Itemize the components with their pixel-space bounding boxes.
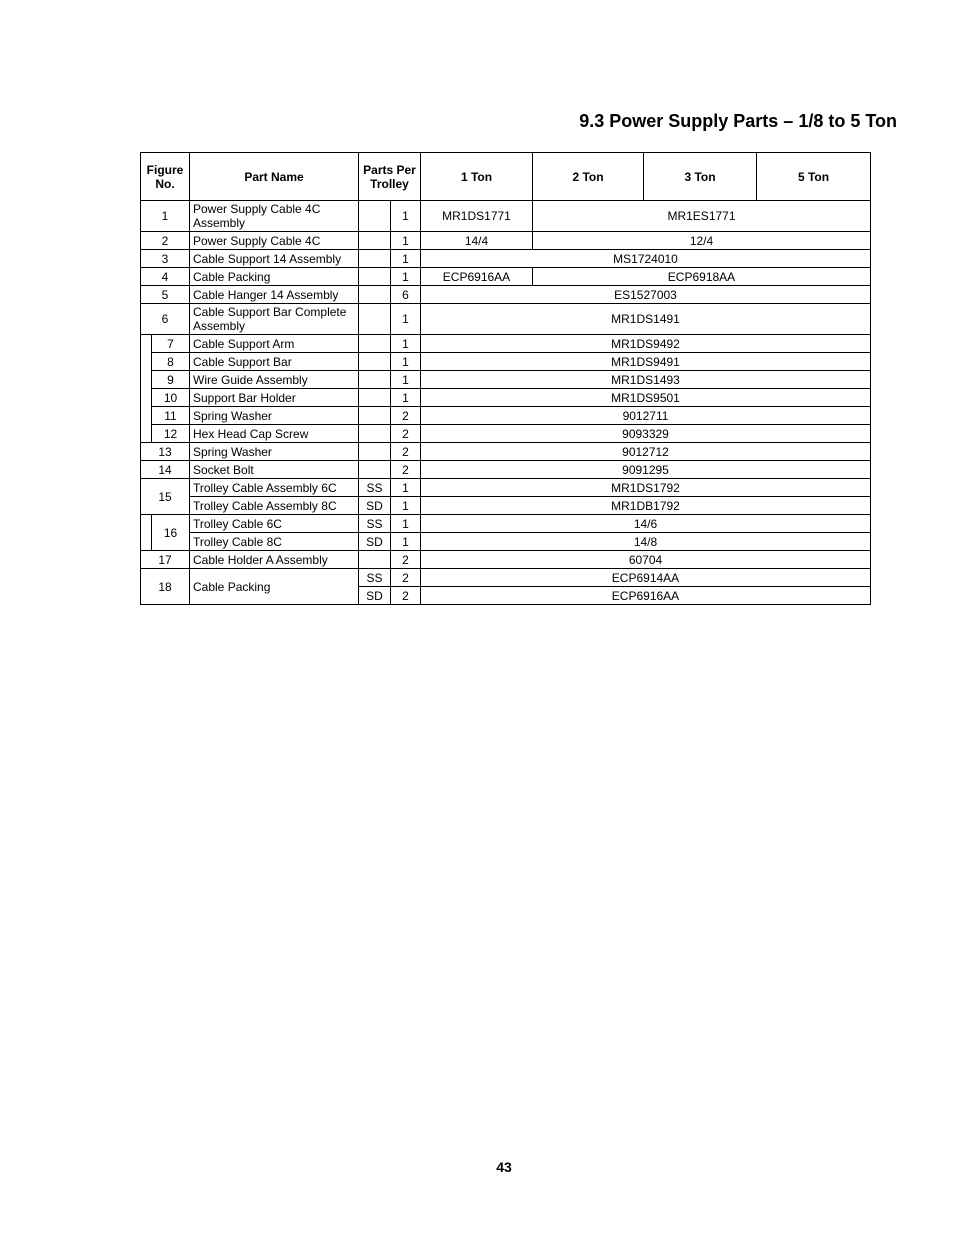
part-number-all: MR1DS1493	[421, 371, 871, 389]
part-number-all: MR1DS1491	[421, 304, 871, 335]
type-cell	[359, 353, 391, 371]
qty-cell: 1	[391, 201, 421, 232]
figure-no: 4	[141, 268, 190, 286]
type-cell: SD	[359, 587, 391, 605]
part-name: Spring Washer	[190, 407, 359, 425]
qty-cell: 1	[391, 232, 421, 250]
type-cell	[359, 286, 391, 304]
qty-cell: 2	[391, 407, 421, 425]
table-row	[141, 461, 871, 479]
type-cell	[359, 443, 391, 461]
table-row	[141, 335, 871, 353]
type-cell	[359, 425, 391, 443]
qty-cell: 2	[391, 461, 421, 479]
qty-cell: 1	[391, 479, 421, 497]
part-name: Spring Washer	[190, 443, 359, 461]
type-cell	[359, 201, 391, 232]
part-name: Wire Guide Assembly	[190, 371, 359, 389]
part-number-1-ton: ECP6916AA	[421, 268, 533, 286]
figure-no: 16	[152, 515, 190, 551]
qty-cell: 1	[391, 371, 421, 389]
part-name: Cable Support 14 Assembly	[190, 250, 359, 268]
qty-cell: 2	[391, 425, 421, 443]
type-cell	[359, 304, 391, 335]
figure-no: 14	[141, 461, 190, 479]
figure-no: 3	[141, 250, 190, 268]
part-number-all: MR1DS9501	[421, 389, 871, 407]
figure-no: 6	[141, 304, 190, 335]
type-cell	[359, 232, 391, 250]
indent-spacer	[141, 515, 152, 551]
header-1-ton: 1 Ton	[421, 153, 533, 201]
table-row	[141, 479, 871, 497]
part-name: Trolley Cable Assembly 6C	[190, 479, 359, 497]
table-row	[141, 353, 871, 371]
figure-no: 1	[141, 201, 190, 232]
type-cell: SS	[359, 515, 391, 533]
table-row	[141, 389, 871, 407]
type-cell: SS	[359, 569, 391, 587]
section-title: 9.3 Power Supply Parts – 1/8 to 5 Ton	[579, 111, 897, 131]
indent-spacer	[141, 335, 152, 443]
table-row	[141, 569, 871, 587]
type-cell: SD	[359, 533, 391, 551]
part-number-all: 14/6	[421, 515, 871, 533]
table-row	[141, 551, 871, 569]
figure-no: 9	[152, 371, 190, 389]
qty-cell: 1	[391, 304, 421, 335]
type-cell	[359, 335, 391, 353]
table-row	[141, 371, 871, 389]
header-5-ton: 5 Ton	[757, 153, 871, 201]
part-number-all: 14/8	[421, 533, 871, 551]
type-cell	[359, 389, 391, 407]
part-name: Trolley Cable 6C	[190, 515, 359, 533]
qty-cell: 2	[391, 569, 421, 587]
part-number-all: MR1DS9492	[421, 335, 871, 353]
qty-cell: 1	[391, 497, 421, 515]
figure-no: 11	[152, 407, 190, 425]
qty-cell: 2	[391, 443, 421, 461]
type-cell: SD	[359, 497, 391, 515]
table-row	[141, 201, 871, 232]
header-part-name: Part Name	[190, 153, 359, 201]
part-number-2-5-ton: MR1ES1771	[533, 201, 871, 232]
table-row	[141, 268, 871, 286]
part-name: Cable Hanger 14 Assembly	[190, 286, 359, 304]
part-name: Power Supply Cable 4C	[190, 232, 359, 250]
part-number-all: 9093329	[421, 425, 871, 443]
part-name: Trolley Cable Assembly 8C	[190, 497, 359, 515]
part-number-all: MR1DB1792	[421, 497, 871, 515]
figure-no: 13	[141, 443, 190, 461]
type-cell	[359, 371, 391, 389]
table-row	[141, 425, 871, 443]
type-cell	[359, 268, 391, 286]
type-cell	[359, 250, 391, 268]
qty-cell: 1	[391, 335, 421, 353]
part-number-all: MR1DS1792	[421, 479, 871, 497]
part-number-all: MR1DS9491	[421, 353, 871, 371]
header-3-ton: 3 Ton	[644, 153, 757, 201]
figure-no: 12	[152, 425, 190, 443]
part-name: Cable Packing	[190, 569, 359, 605]
table-row	[141, 250, 871, 268]
qty-cell: 1	[391, 268, 421, 286]
table-row	[141, 304, 871, 335]
part-number-all: 60704	[421, 551, 871, 569]
figure-no: 10	[152, 389, 190, 407]
part-number-1-ton: 14/4	[421, 232, 533, 250]
part-name: Socket Bolt	[190, 461, 359, 479]
parts-table	[140, 152, 871, 605]
part-number-all: ES1527003	[421, 286, 871, 304]
type-cell	[359, 461, 391, 479]
part-number-all: ECP6914AA	[421, 569, 871, 587]
figure-no: 7	[152, 335, 190, 353]
header-2-ton: 2 Ton	[533, 153, 644, 201]
figure-no: 2	[141, 232, 190, 250]
figure-no: 8	[152, 353, 190, 371]
table-row	[141, 232, 871, 250]
part-name: Cable Support Arm	[190, 335, 359, 353]
page-number: 43	[496, 1159, 512, 1175]
figure-no: 17	[141, 551, 190, 569]
part-number-all: 9091295	[421, 461, 871, 479]
figure-no: 5	[141, 286, 190, 304]
qty-cell: 1	[391, 250, 421, 268]
qty-cell: 1	[391, 533, 421, 551]
qty-cell: 1	[391, 353, 421, 371]
type-cell	[359, 407, 391, 425]
header-figure-no: Figure No.	[141, 153, 190, 201]
part-number-all: ECP6916AA	[421, 587, 871, 605]
part-name: Cable Holder A Assembly	[190, 551, 359, 569]
part-name: Power Supply Cable 4C Assembly	[190, 201, 359, 232]
qty-cell: 6	[391, 286, 421, 304]
table-row	[141, 443, 871, 461]
part-name: Cable Support Bar Complete Assembly	[190, 304, 359, 335]
part-number-2-5-ton: ECP6918AA	[533, 268, 871, 286]
part-number-all: 9012712	[421, 443, 871, 461]
part-name: Cable Packing	[190, 268, 359, 286]
table-row	[141, 497, 871, 515]
type-cell: SS	[359, 479, 391, 497]
part-name: Support Bar Holder	[190, 389, 359, 407]
part-name: Cable Support Bar	[190, 353, 359, 371]
type-cell	[359, 551, 391, 569]
part-number-2-5-ton: 12/4	[533, 232, 871, 250]
table-row	[141, 515, 871, 533]
table-row	[141, 407, 871, 425]
header-row	[141, 153, 871, 201]
part-name: Trolley Cable 8C	[190, 533, 359, 551]
part-name: Hex Head Cap Screw	[190, 425, 359, 443]
part-number-1-ton: MR1DS1771	[421, 201, 533, 232]
qty-cell: 1	[391, 515, 421, 533]
table-row	[141, 533, 871, 551]
qty-cell: 2	[391, 551, 421, 569]
figure-no: 15	[141, 479, 190, 515]
qty-cell: 2	[391, 587, 421, 605]
header-parts-per-trolley: Parts Per Trolley	[359, 153, 421, 201]
part-number-all: MS1724010	[421, 250, 871, 268]
figure-no: 18	[141, 569, 190, 605]
table-row	[141, 286, 871, 304]
part-number-all: 9012711	[421, 407, 871, 425]
qty-cell: 1	[391, 389, 421, 407]
